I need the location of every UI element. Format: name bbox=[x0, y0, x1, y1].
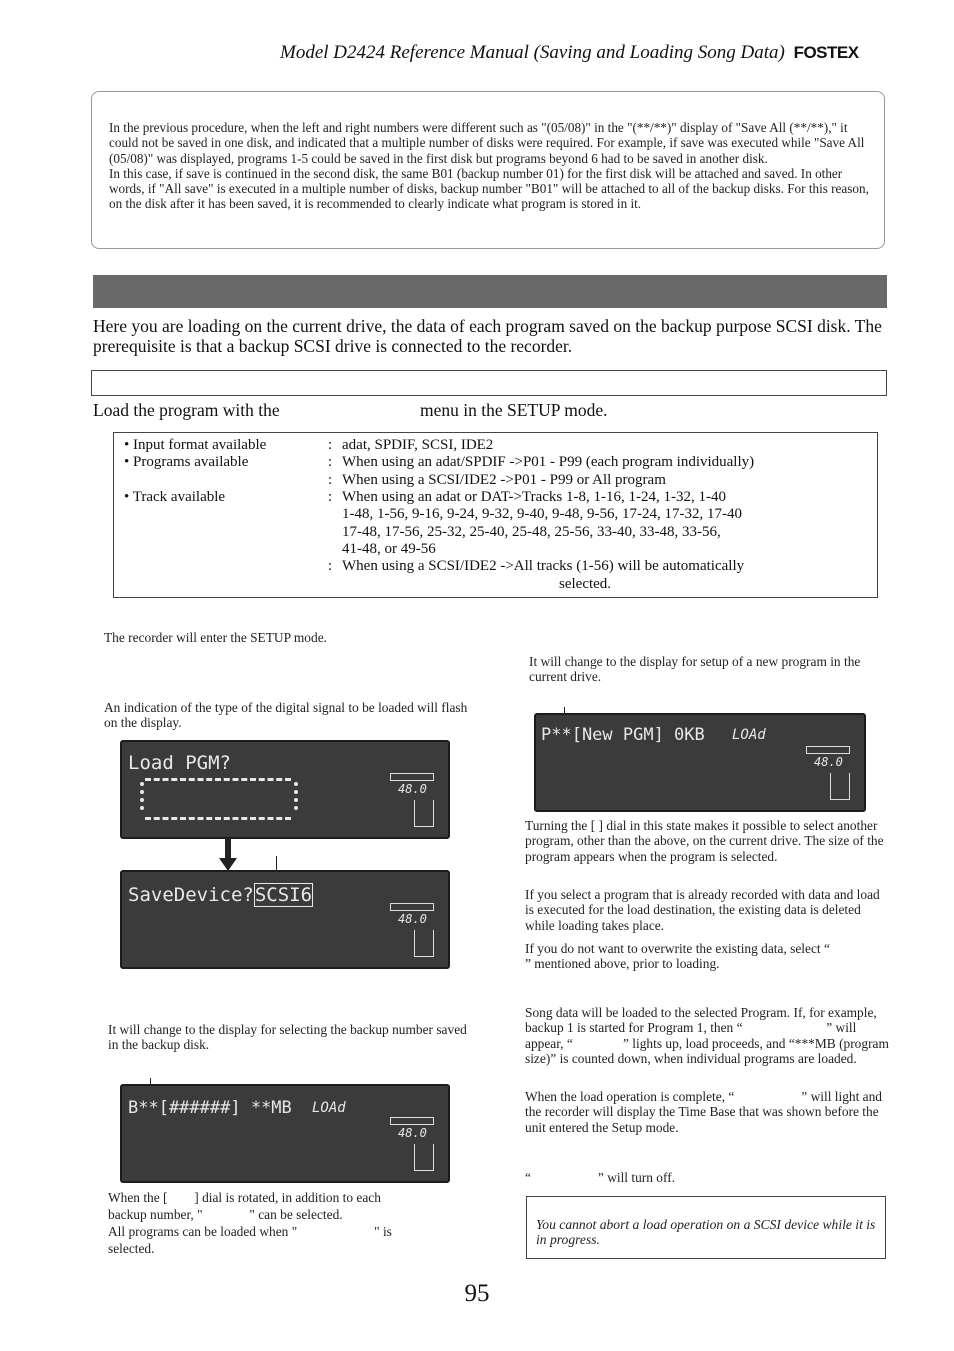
song-load-text: Song data will be loaded to the selected Program. If, for example, backup 1 is started for Program 1, then “ ” will appear, “ ” lights up, load proceeds, and “***MB (program size)” is counted down, when individual programs are loaded. bbox=[525, 1005, 893, 1067]
step-new-program: It will change to the display for setup of a new program in the current drive. bbox=[529, 654, 861, 685]
overwrite-text: If you select a program that is already recorded with data and load is executed for the load destination, the existing data is deleted while loading takes place. bbox=[525, 887, 880, 933]
manual-title: Model D2424 Reference Manual (Saving and Loading Song Data) bbox=[280, 42, 785, 63]
lcd-load-pgm-text: Load PGM? bbox=[128, 752, 231, 774]
lcd-save-device-label: SaveDevice? bbox=[128, 884, 254, 906]
note-paragraph-2: In this case, if save is continued in the second disk, the same B01 (backup number 01) for the first disk will be attached and saved. In other words, if "All save" is executed in a multiple number of disks, backup number "B01" will be attached to all of the backup disks. For this reason, on the disk after it has been saved, it is recommended to clearly indicate what program is stored in it. bbox=[109, 165, 869, 212]
spec-value: 1-48, 1-56, 9-16, 9-24, 9-32, 9-40, 9-48, 9-56, 17-24, 17-32, 17-40 bbox=[342, 506, 742, 522]
page-number: 95 bbox=[464, 1280, 490, 1307]
lcd-rate: 48.0 bbox=[398, 782, 427, 796]
spec-colon: : bbox=[328, 454, 333, 470]
spec-value: When using a SCSI/IDE2 ->P01 - P99 or All program bbox=[342, 472, 666, 488]
lcd-rate: 48.0 bbox=[398, 912, 427, 926]
lcd-frame-left bbox=[140, 782, 150, 810]
dial-note-3: All programs can be loaded when " " is bbox=[108, 1224, 392, 1239]
lcd-level-meter bbox=[390, 773, 434, 781]
lcd-load-tag: LOAd bbox=[312, 1100, 346, 1116]
intro-paragraph: Here you are loading on the current drive, the data of each program saved on the backup purpose SCSI disk. The prerequisite is that a backup SCSI drive is connected to the recorder. bbox=[93, 316, 882, 356]
spec-value: When using an adat/SPDIF ->P01 - P99 (each program individually) bbox=[342, 454, 755, 470]
spec-label-input: • Input format available bbox=[124, 437, 267, 453]
spec-value: 41-48, or 49-56 bbox=[342, 541, 436, 557]
spec-colon: : bbox=[328, 489, 333, 505]
spec-value: When using a SCSI/IDE2 ->All tracks (1-56) will be automatically bbox=[342, 558, 745, 574]
note-paragraph-1: In the previous procedure, when the left and right numbers were different such as "(05/08)" in the "(**/**)" display of "Save All (**/**)," it could not be saved in one disk, and indicated that a multiple number of disks were required. For example, if save was executed while "Save All (05/08)" was displayed, programs 1-5 could be saved in the first disk but programs beyond 6 had to be saved in another disk. bbox=[109, 120, 865, 166]
lcd-save-device bbox=[120, 870, 450, 969]
lcd-new-pgm-line: P**[New PGM] 0KB bbox=[541, 725, 705, 745]
step-setup-mode: The recorder will enter the SETUP mode. bbox=[104, 630, 327, 645]
load-line-after: menu in the SETUP mode. bbox=[420, 400, 608, 420]
lcd-backup-line: B**[######] **MB bbox=[128, 1098, 292, 1118]
lcd-flashing-frame bbox=[145, 778, 291, 820]
warning-box bbox=[526, 1196, 886, 1259]
spec-label-track: • Track available bbox=[124, 489, 226, 505]
fostex-logo: FOSTEX bbox=[793, 43, 859, 62]
subheading-box bbox=[91, 370, 887, 396]
arrow-down-icon bbox=[218, 838, 238, 872]
spec-value: When using an adat or DAT->Tracks 1-8, 1-16, 1-24, 1-32, 1-40 bbox=[342, 489, 726, 505]
load-line-before: Load the program with the bbox=[93, 400, 280, 420]
lcd-indicator bbox=[414, 800, 434, 827]
turn-off-text: “ ” will turn off. bbox=[525, 1170, 676, 1185]
lcd-frame-right bbox=[288, 782, 298, 810]
spec-box bbox=[113, 432, 878, 598]
lcd-new-program bbox=[534, 713, 866, 812]
warning-text: You cannot abort a load operation on a SCSI device while it is in progress. bbox=[536, 1217, 876, 1248]
dial-note-4: selected. bbox=[108, 1241, 155, 1256]
lcd-rate: 48.0 bbox=[398, 1126, 427, 1140]
turning-dial-text: Turning the [ ] dial in this state makes it possible to select another program, other than the above, on the current drive. The size of the program appears when the program is selected. bbox=[525, 818, 884, 864]
lcd-load-tag: LOAd bbox=[732, 727, 766, 743]
lcd-indicator bbox=[414, 1144, 434, 1171]
lcd-save-device-value: SCSI6 bbox=[254, 884, 313, 906]
spec-value: 17-48, 17-56, 25-32, 25-40, 25-48, 25-56, 33-40, 33-48, 33-56, bbox=[342, 524, 721, 540]
spec-value: adat, SPDIF, SCSI, IDE2 bbox=[342, 437, 494, 453]
lcd-level-meter bbox=[390, 903, 434, 911]
lcd-level-meter bbox=[806, 746, 850, 754]
note-box bbox=[91, 91, 885, 249]
lcd-rate: 48.0 bbox=[814, 755, 843, 769]
spec-colon: : bbox=[328, 437, 333, 453]
lcd-load-pgm bbox=[120, 740, 450, 839]
lcd-indicator bbox=[830, 773, 850, 800]
lcd-save-device-row bbox=[128, 884, 313, 906]
lcd-indicator bbox=[414, 930, 434, 957]
section-heading-bar bbox=[93, 275, 887, 308]
spec-colon: : bbox=[328, 472, 333, 488]
complete-text: When the load operation is complete, “ ” will light and the recorder will display the Time Base that was shown before the unit entered the Setup mode. bbox=[525, 1089, 886, 1135]
lcd-backup-select bbox=[120, 1084, 450, 1183]
dial-note-2: backup number, " " can be selected. bbox=[108, 1207, 343, 1222]
no-overwrite-text: If you do not want to overwrite the existing data, select “ ” mentioned above, prior to loading. bbox=[525, 941, 884, 972]
running-header bbox=[280, 42, 859, 64]
step-backup-number: It will change to the display for selecting the backup number saved in the backup disk. bbox=[108, 1022, 467, 1053]
dial-note-1: When the [ ] dial is rotated, in addition to each bbox=[108, 1190, 381, 1205]
lcd-level-meter bbox=[390, 1117, 434, 1125]
spec-colon: : bbox=[328, 558, 333, 574]
spec-label-programs: • Programs available bbox=[124, 454, 249, 470]
spec-value: selected. bbox=[559, 576, 612, 592]
step-signal-type: An indication of the type of the digital signal to be loaded will flash on the display. bbox=[104, 700, 468, 731]
